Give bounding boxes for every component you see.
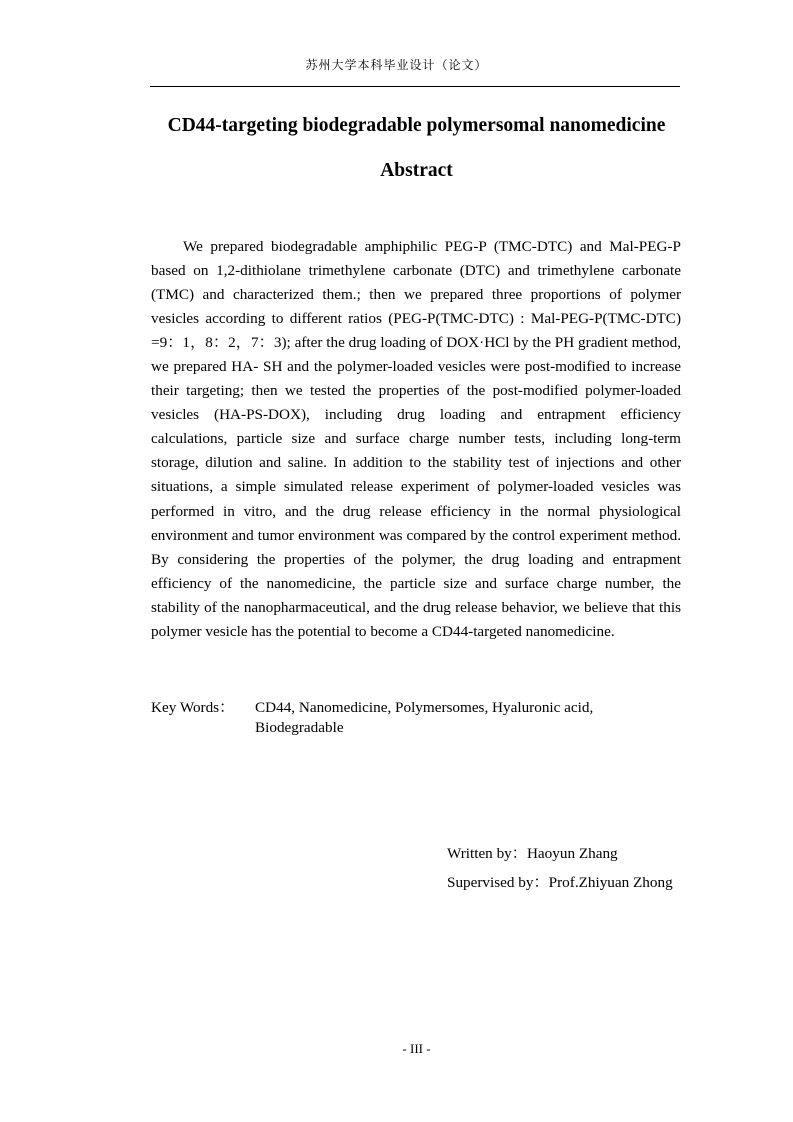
keywords-list: CD44, Nanomedicine, Polymersomes, Hyaluronic acid, Biodegradable — [255, 699, 594, 736]
keywords-label: Key Words： — [151, 699, 235, 716]
abstract-paragraph: We prepared biodegradable amphiphilic PEG-P (TMC-DTC) and Mal-PEG-P based on 1,2-dithiolane trimethylene carbonate (DTC) and trimethylene carbonate (TMC) and characterized them.; then we prepared three proportions of polymer vesicles according to different ratios (PEG-P(TMC-DTC) : Mal-PEG-P(TMC-DTC) =9：1，8：2，7：3); after the drug loading of DOX·HCl by the PH gradient method, we prepared HA- SH and the polymer-loaded vesicles were post-modified to increase their targeting; then we tested the properties of the post-modified polymer-loaded vesicles (HA-PS-DOX), including drug loading and entrapment efficiency calculations, particle size and surface charge number tests, including long-term storage, dilution and saline. In addition to the stability test of injections and other situations, a simple simulated release experiment of polymer-loaded vesicles was performed in vitro, and the drug release efficiency in the normal physiological environment and tumor environment was compared by the control experiment method. By considering the properties of the polymer, the drug loading and entrapment efficiency of the nanomedicine, the particle size and surface charge number, the stability of the nanopharmaceutical, and the drug release behavior, we believe that this polymer vesicle has the potential to become a CD44-targeted nanomedicine. — [151, 238, 681, 640]
abstract-heading: Abstract — [380, 160, 453, 181]
page-number: - III - — [402, 1041, 431, 1056]
written-by: Written by：Haoyun Zhang — [447, 845, 618, 862]
header-divider — [150, 86, 680, 87]
supervised-by: Supervised by：Prof.Zhiyuan Zhong — [447, 874, 673, 891]
running-header: 苏州大学本科毕业设计（论文） — [305, 58, 488, 72]
thesis-title: CD44-targeting biodegradable polymersomal nanomedicine — [167, 115, 666, 136]
